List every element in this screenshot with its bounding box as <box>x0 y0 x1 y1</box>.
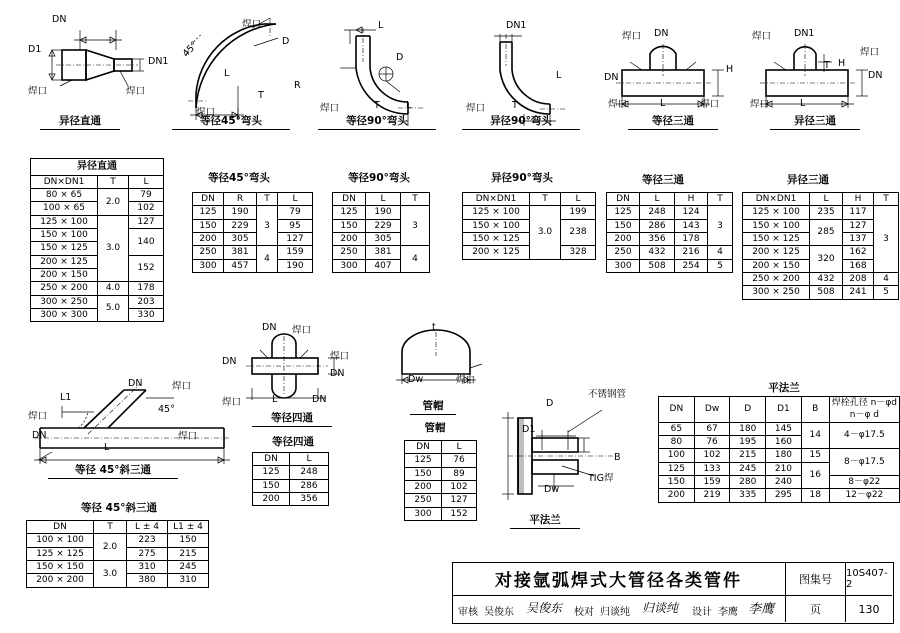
design-signature: 李鹰 <box>748 601 775 616</box>
table-row: 200 219 335 295 18 12－φ22 <box>659 489 900 502</box>
label-reducer-dn1: DN1 <box>148 56 169 67</box>
label-rtee-t: T <box>824 60 830 71</box>
table-row: 200 × 125 320 162 <box>743 246 899 259</box>
label-elbow90r-weld: 焊口 <box>466 103 486 114</box>
label-oblique-weld-right: 焊口 <box>178 431 198 442</box>
label-elbow45-l: L <box>224 68 230 79</box>
atlas-number: 10S407-2 <box>846 567 888 590</box>
label-elbow45-r: R <box>294 80 301 91</box>
table-reducer-title: 异径直通 <box>31 159 164 176</box>
table-cap: DN L 125 76 150 89 200 102 250 127 300 152 <box>404 440 477 521</box>
table-elbow45-wrap <box>192 192 313 273</box>
table-row: 150 229 <box>333 219 430 232</box>
label-rtee-weld-left: 焊口 <box>750 99 770 110</box>
caption-flange: 平法兰 <box>510 512 580 529</box>
table-row: 80 76 195 160 <box>659 436 900 449</box>
table-elbow90r-wrap <box>462 192 596 260</box>
table-row: 250 381 4 159 <box>193 246 313 259</box>
atlas-label-cell <box>786 562 846 596</box>
table-row: 125 76 <box>405 454 477 467</box>
table-row: 150 286 143 <box>607 219 733 232</box>
table-row: 250 127 <box>405 494 477 507</box>
label-flange-d1: D1 <box>522 424 536 435</box>
table-row: 125 × 100 235 117 3 <box>743 206 899 219</box>
label-cross-dn-top: DN <box>262 322 277 333</box>
label-elbow90-weld: 焊口 <box>320 103 340 114</box>
review-signature: 吴俊东 <box>526 601 563 615</box>
design-label: 设计 <box>692 607 712 618</box>
label-elbow90-l-bottom: L <box>406 100 412 111</box>
label-flange-dw: Dw <box>544 484 560 495</box>
table-cap-title: 管帽 <box>424 422 446 434</box>
th-t: T <box>98 175 129 188</box>
label-oblique-l: L <box>104 442 110 453</box>
table-row: 125 190 3 79 <box>193 206 313 219</box>
caption-elbow90: 等径90°弯头 <box>318 113 436 130</box>
table-row: 150 × 100 238 <box>463 219 596 232</box>
table-row: 150 89 <box>405 467 477 480</box>
table-row: 150 × 100 285 127 <box>743 219 899 232</box>
table-elbow90-reducing: DN×DN1 T L 125 × 100 3.0 199 150 × 100 238 150 × 125 200 × 125 328 <box>462 192 596 260</box>
table-row: 300 152 <box>405 507 477 520</box>
table-row: 200 × 150 <box>31 268 164 281</box>
table-rtee-wrap <box>742 192 899 300</box>
label-rtee-weld-top: 焊口 <box>752 31 772 42</box>
caption-tee-reducing: 异径三通 <box>770 113 860 130</box>
table-row: 300 × 250 5.0 203 <box>31 295 164 308</box>
label-elbow90-d: D <box>396 52 404 63</box>
label-elbow90r-dn1: DN1 <box>506 20 527 31</box>
label-tee-weld-left: 焊口 <box>608 99 628 110</box>
table-row: 125 133 245 210 16 <box>659 462 900 475</box>
table-row: 300 × 250 508 241 5 <box>743 286 899 299</box>
label-tee-dn-left: DN <box>604 72 619 83</box>
table-row: 100 × 65 102 <box>31 202 164 215</box>
title-block-main <box>452 562 786 596</box>
label-oblique-weld-left: 焊口 <box>28 411 48 422</box>
table-row: 200 305 127 <box>193 233 313 246</box>
table-row: 125 × 125 275 215 <box>27 547 209 560</box>
label-elbow90r-l: L <box>556 70 562 81</box>
caption-elbow90-reducing: 异径90°弯头 <box>462 113 580 130</box>
table-row: 150 229 95 <box>193 219 313 232</box>
table-elbow90: DN L T 125 190 3 150 229 200 305 250 381 4 300 407 <box>332 192 430 273</box>
figure-cap <box>386 326 496 386</box>
table-row: 200 × 150 168 <box>743 259 899 272</box>
caption-oblique: 等径 45°斜三通 <box>48 462 178 479</box>
label-cross-l: L <box>272 394 278 405</box>
th-dn-dn1: DN×DN1 <box>31 175 98 188</box>
table-row: 300 508 254 5 <box>607 259 733 272</box>
table-oblique-title: 等径 45°斜三通 <box>80 502 158 514</box>
review-label: 审核 <box>458 607 478 618</box>
caption-reducer: 异径直通 <box>40 113 120 130</box>
table-flange-title: 平法兰 <box>768 382 800 394</box>
page-no-cell <box>846 596 892 622</box>
label-elbow90r-t: T <box>512 100 518 111</box>
table-row: 300 × 300 330 <box>31 308 164 321</box>
table-cap-wrap <box>404 440 477 521</box>
label-rtee-dn1: DN1 <box>794 28 815 39</box>
th-l: L <box>129 175 164 188</box>
label-cap-t: t <box>432 322 436 333</box>
table-row: 300 457 190 <box>193 259 313 272</box>
label-tee-l: L <box>660 98 666 109</box>
table-row: 200 102 <box>405 481 477 494</box>
table-row: 250 432 216 4 <box>607 246 733 259</box>
table-row: 125 × 100 3.0 199 <box>463 206 596 219</box>
table-tee-title: 等径三通 <box>642 174 684 186</box>
table-cross-wrap <box>252 452 329 506</box>
label-reducer-d1: D1 <box>28 44 42 55</box>
table-row: 80 × 65 2.0 79 <box>31 188 164 201</box>
label-cap-weld: 焊口 <box>456 375 476 386</box>
table-reducer-wrap <box>30 158 164 322</box>
table-row: 150 × 125 137 <box>743 233 899 246</box>
figure-elbow45 <box>178 16 308 116</box>
check-name: 归谈纯 <box>600 607 630 618</box>
table-row: 200 305 <box>333 233 430 246</box>
label-cross-weld-top: 焊口 <box>292 325 312 336</box>
table-row: 200 356 <box>253 493 329 506</box>
table-oblique: DN T L ± 4 L1 ± 4 100 × 100 2.0 223 150 125 × 125 275 215 150 × 150 3.0 310 245 200 × 200 380 310 <box>26 520 209 588</box>
table-row: 200 × 200 380 310 <box>27 574 209 587</box>
label-elbow45-weld-top: 焊口 <box>242 19 262 30</box>
table-elbow90r-title: 异径90°弯头 <box>491 172 553 184</box>
table-row: 65 67 180 145 14 4－φ17.5 <box>659 422 900 435</box>
table-row: 125 248 <box>253 466 329 479</box>
table-row: 150 × 100 140 <box>31 228 164 241</box>
label-tee-h: H <box>726 64 734 75</box>
label-elbow45-weld-bottom: 焊口 <box>196 107 216 118</box>
table-row: 200 × 125 152 <box>31 255 164 268</box>
table-flange: DN Dw D D1 B 焊栓孔径 n－φd n－φ d 65 67 180 145 14 4－φ17.5 80 76 195 160 100 102 215 180 15 8－φ17.5 125 133 245 210 16 150 159 280 240 8－φ22 200 219 335 295 18 12－φ22 <box>658 396 900 503</box>
check-label: 校对 <box>574 607 594 618</box>
th-bolt-hole: 焊栓孔径 n－φd <box>829 397 899 410</box>
page-label-cell <box>786 596 846 622</box>
label-rtee-h: H <box>838 58 846 69</box>
figure-cross <box>238 328 358 404</box>
signature-row <box>452 596 786 622</box>
label-tee-weld-top: 焊口 <box>622 31 642 42</box>
label-flange-steelpipe: 不锈钢管 <box>588 389 627 400</box>
table-row: 300 407 <box>333 259 430 272</box>
label-cross-weld-left: 焊口 <box>222 397 242 408</box>
table-cross: DN L 125 248 150 286 200 356 <box>252 452 329 506</box>
label-elbow90-l-top: L <box>378 20 384 31</box>
label-cap-dw: Dw <box>408 374 424 385</box>
th-bolt-hole-sub: n－φ d <box>829 409 899 422</box>
table-row: 250 × 200 432 208 4 <box>743 273 899 286</box>
table-row: 100 102 215 180 15 8－φ17.5 <box>659 449 900 462</box>
review-name: 吴俊东 <box>484 607 514 618</box>
table-flange-wrap <box>658 396 900 503</box>
caption-cap: 管帽 <box>410 398 456 415</box>
design-name: 李鹰 <box>718 607 738 618</box>
label-flange-b: B <box>614 452 621 463</box>
table-row: 125 190 3 <box>333 206 430 219</box>
label-flange-tig-weld: TIG焊 <box>588 473 614 484</box>
label-elbow90-t: T <box>374 100 380 111</box>
caption-cross: 等径四通 <box>252 410 332 427</box>
label-elbow45-d: D <box>282 36 290 47</box>
label-cross-dn-bottom: DN <box>312 394 327 405</box>
table-elbow90-title: 等径90°弯头 <box>348 172 410 184</box>
label-cross-dn-left: DN <box>222 356 237 367</box>
table-row: 150 × 150 3.0 310 245 <box>27 561 209 574</box>
table-row: 150 159 280 240 8－φ22 <box>659 476 900 489</box>
table-cross-title: 等径四通 <box>272 436 314 448</box>
caption-tee-equal: 等径三通 <box>628 113 718 130</box>
check-signature: 归谈纯 <box>642 601 679 615</box>
atlas-no-cell <box>846 562 892 596</box>
label-elbow45-angle: 45° <box>180 39 201 60</box>
table-tee-reducing: DN×DN1 L H T 125 × 100 235 117 3 150 × 100 285 127 150 × 125 137 200 × 125 320 162 200 × 150 168 250 × 200 432 208 4 300 × 250 508 241 5 <box>742 192 899 300</box>
table-row: 200 356 178 <box>607 233 733 246</box>
table-row: 250 381 4 <box>333 246 430 259</box>
label-tee-dn-top: DN <box>654 28 669 39</box>
table-elbow45: DN R T L 125 190 3 79 150 229 95 200 305 127 250 381 4 159 300 457 190 <box>192 192 313 273</box>
figure-flange <box>498 392 648 502</box>
table-row: 150 × 125 <box>31 242 164 255</box>
label-oblique-dn: DN <box>128 378 143 389</box>
table-row: 150 × 125 <box>463 233 596 246</box>
label-tee-weld-right: 焊口 <box>700 99 720 110</box>
label-cross-dn-right: DN <box>330 368 345 379</box>
label-reducer-weld-right: 焊口 <box>126 86 146 97</box>
table-rtee-title: 异径三通 <box>787 174 829 186</box>
label-flange-d: D <box>546 398 554 409</box>
table-oblique-wrap <box>26 520 209 588</box>
label-rtee-l: L <box>800 98 806 109</box>
label-reducer-weld-left: 焊口 <box>28 86 48 97</box>
label-oblique-weld-top: 焊口 <box>172 381 192 392</box>
page-number: 130 <box>858 602 880 616</box>
table-elbow45-title: 等径45°弯头 <box>208 172 270 184</box>
table-tee-wrap <box>606 192 733 273</box>
table-row: 125 248 124 3 <box>607 206 733 219</box>
page-label: 页 <box>810 603 821 616</box>
table-row: 100 × 100 2.0 223 150 <box>27 534 209 547</box>
label-oblique-angle: 45° <box>158 404 175 415</box>
caption-elbow45: 等径45°弯头 <box>172 113 290 130</box>
label-rtee-dn: DN <box>868 70 883 81</box>
atlas-label: 图集号 <box>799 572 832 586</box>
label-rtee-weld-right: 焊口 <box>860 47 880 58</box>
table-elbow90-wrap <box>332 192 430 273</box>
label-reducer-dn: DN <box>52 14 67 25</box>
label-oblique-l1: L1 <box>60 392 72 403</box>
label-elbow45-t: T <box>258 90 264 101</box>
figure-reducer <box>30 14 160 114</box>
table-row: 200 × 125 328 <box>463 246 596 259</box>
table-reducer <box>30 158 164 322</box>
table-row: 250 × 200 4.0 178 <box>31 282 164 295</box>
figure-elbow90 <box>320 22 450 114</box>
table-row: 150 286 <box>253 479 329 492</box>
label-oblique-dn-left: DN <box>32 430 47 441</box>
table-tee-equal: DN L H T 125 248 124 3 150 286 143 200 356 178 250 432 216 4 300 508 254 5 <box>606 192 733 273</box>
label-cross-weld-right: 焊口 <box>330 351 350 362</box>
table-row: 125 × 100 3.0 127 <box>31 215 164 228</box>
sheet-title: 对接氩弧焊式大管径各类管件 <box>495 571 742 591</box>
